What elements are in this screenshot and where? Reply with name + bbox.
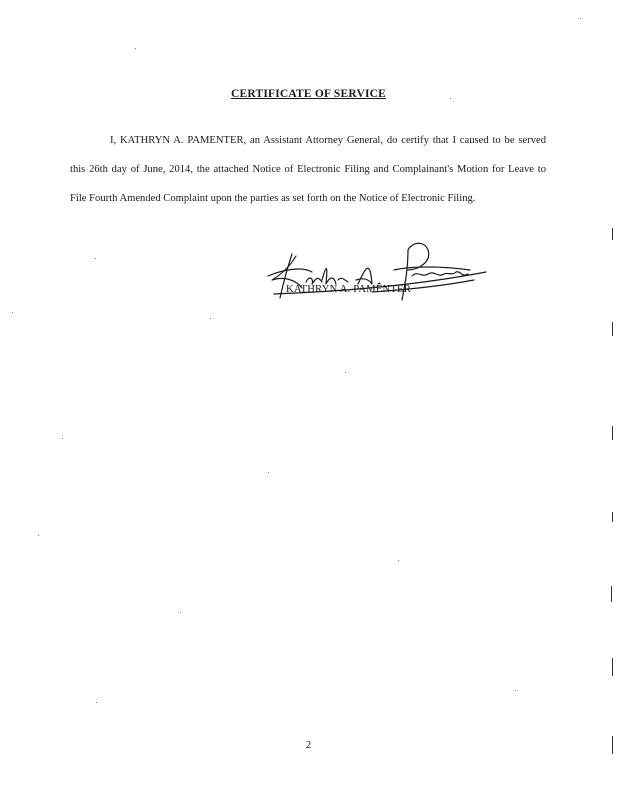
scan-speck (38, 535, 39, 536)
scan-speck (12, 312, 13, 313)
handwritten-signature (262, 236, 492, 314)
scan-speck (515, 690, 516, 691)
scan-speck (62, 438, 63, 439)
scan-speck (398, 560, 399, 561)
scan-speck (210, 318, 211, 319)
scan-speck (450, 98, 451, 99)
scan-margin-mark (612, 426, 613, 440)
scan-margin-mark (612, 228, 613, 240)
scan-margin-mark (611, 586, 612, 602)
certification-paragraph: I, KATHRYN A. PAMENTER, an Assistant Attorney General, do certify that I caused to be served this 26th day of June, 2014, the attached Notice of Electronic Filing and Complainant's Motion for Leave to File Fourth Amended Complaint upon the parties as set forth on the Notice of Electronic Filing. (70, 135, 546, 204)
scan-speck (180, 612, 181, 613)
scan-speck (268, 472, 269, 473)
scan-margin-mark (612, 512, 613, 522)
scan-speck (345, 372, 346, 373)
signer-name: KATHRYN A. PAMENTER (286, 284, 411, 295)
scan-speck (96, 702, 97, 703)
page-title: CERTIFICATE OF SERVICE (230, 88, 387, 100)
scan-margin-mark (612, 322, 613, 336)
scan-speck (135, 48, 136, 49)
scan-speck (580, 18, 581, 19)
scan-margin-mark (612, 658, 613, 676)
scan-speck (95, 258, 96, 259)
page-number: 2 (305, 740, 312, 751)
scan-margin-mark (612, 736, 613, 754)
